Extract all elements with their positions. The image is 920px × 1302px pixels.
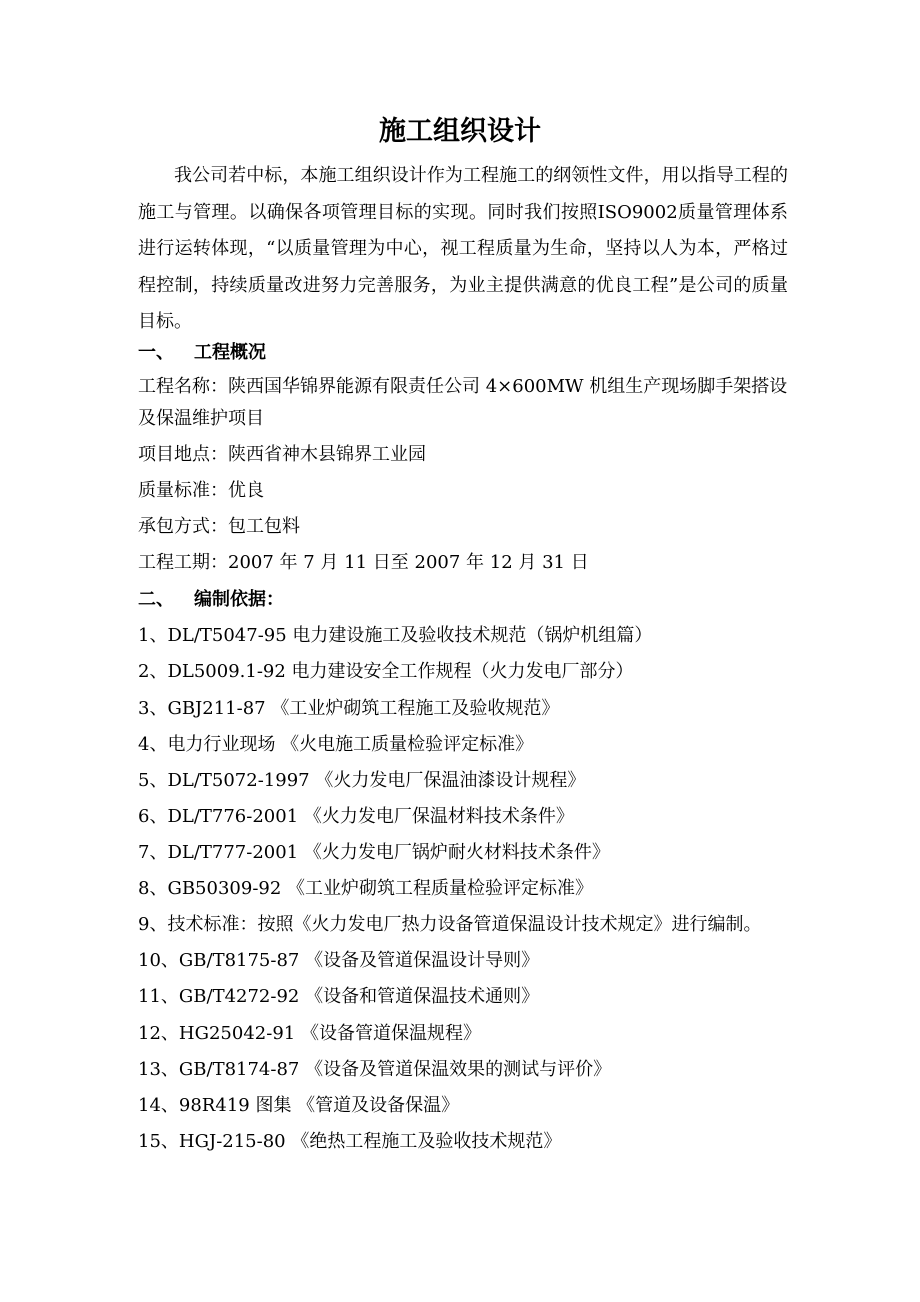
project-name-line-2: 及保温维护项目 — [138, 408, 264, 429]
basis-item: 14、98R419 图集 《管道及设备保温》 — [138, 1095, 460, 1116]
section-1-number: 一、 — [138, 342, 174, 363]
section-2-title: 编制依据： — [194, 589, 284, 610]
basis-item: 5、DL/T5072-1997 《火力发电厂保温油漆设计规程》 — [138, 770, 586, 791]
contract-method: 承包方式：包工包料 — [138, 516, 300, 537]
basis-item: 6、DL/T776-2001 《火力发电厂保温材料技术条件》 — [138, 806, 574, 827]
section-2-number: 二、 — [138, 589, 174, 610]
quality-standard: 质量标准：优良 — [138, 480, 264, 501]
basis-item: 8、GB50309-92 《工业炉砌筑工程质量检验评定标准》 — [138, 878, 594, 899]
basis-item: 9、技术标准：按照《火力发电厂热力设备管道保温设计技术规定》进行编制。 — [138, 914, 762, 935]
section-1-title: 工程概况 — [194, 342, 266, 363]
section-1-heading — [138, 340, 798, 366]
basis-item: 12、HG25042-91 《设备管道保温规程》 — [138, 1023, 481, 1044]
project-location: 项目地点：陕西省神木县锦界工业园 — [138, 444, 426, 465]
project-name-line-1: 工程名称：陕西国华锦界能源有限责任公司 4×600MW 机组生产现场脚手架搭设 — [138, 376, 788, 397]
project-period: 工程工期：2007 年 7 月 11 日至 2007 年 12 月 31 日 — [138, 552, 589, 573]
basis-item: 3、GBJ211-87 《工业炉砌筑工程施工及验收规范》 — [138, 698, 560, 719]
document-title: 施工组织设计 — [379, 116, 541, 147]
basis-item: 2、DL5009.1-92 电力建设安全工作规程（火力发电厂部分） — [138, 661, 634, 682]
basis-item: 7、DL/T777-2001 《火力发电厂锅炉耐火材料技术条件》 — [138, 842, 610, 863]
basis-item: 15、HGJ-215-80 《绝热工程施工及验收技术规范》 — [138, 1131, 562, 1152]
basis-item: 1、DL/T5047-95 电力建设施工及验收技术规范（锅炉机组篇） — [138, 625, 653, 646]
section-2-heading — [138, 587, 798, 613]
basis-item: 13、GB/T8174-87 《设备及管道保温效果的测试与评价》 — [138, 1059, 612, 1080]
basis-item: 4、电力行业现场 《火电施工质量检验评定标准》 — [138, 734, 534, 755]
basis-item: 11、GB/T4272-92 《设备和管道保温技术通则》 — [138, 986, 540, 1007]
basis-item: 10、GB/T8175-87 《设备及管道保温设计导则》 — [138, 950, 540, 971]
intro-paragraph: 我公司若中标，本施工组织设计作为工程施工的纲领性文件，用以指导工程的施工与管理。以确保各项管理目标的实现。同时我们按照ISO9002质量管理体系进行运转体现，“以质量管理为中心，视工程质量为生命，坚持以人为本，严格过程控制，持续质量改进努力完善服务，为业主提供满意的优良工程”是公司的质量目标。 — [138, 165, 788, 333]
